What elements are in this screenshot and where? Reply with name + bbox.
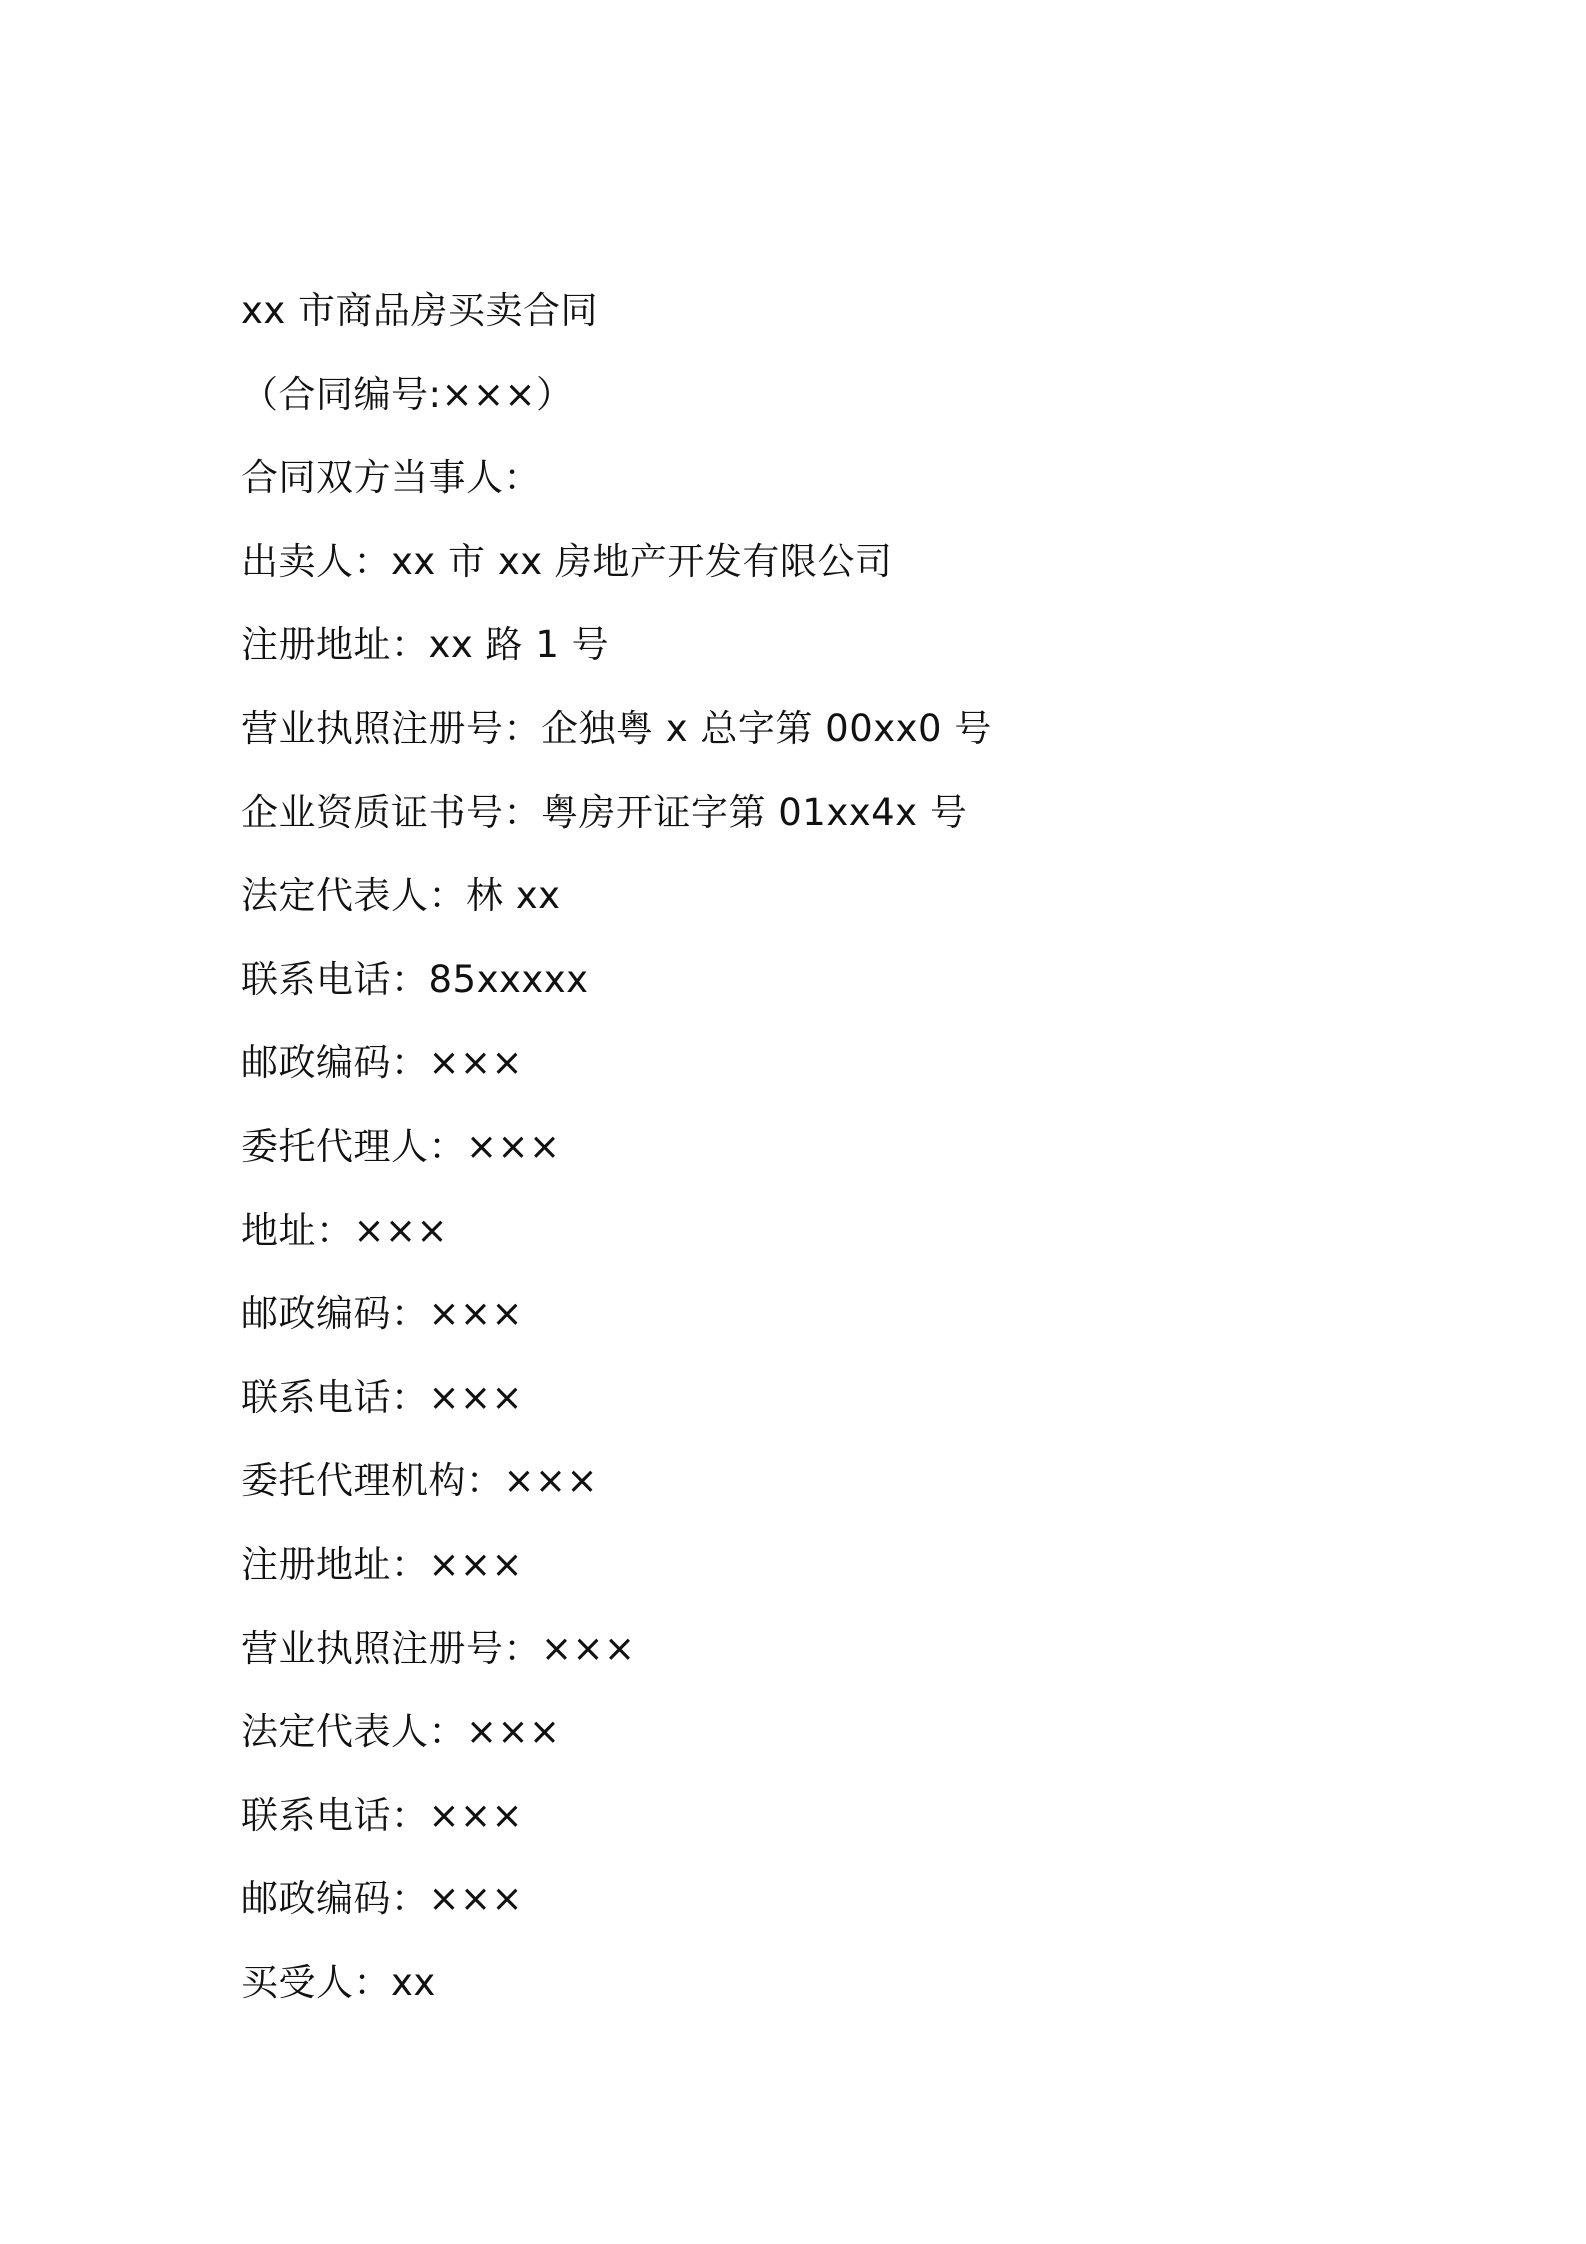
agency-phone: 联系电话：××× bbox=[241, 1793, 524, 1837]
contract-title: xx 市商品房买卖合同 bbox=[241, 289, 599, 332]
agency-postal-code: 邮政编码：××× bbox=[241, 1877, 524, 1921]
parties-heading: 合同双方当事人： bbox=[241, 456, 541, 500]
seller-agent: 委托代理人：××× bbox=[241, 1124, 561, 1168]
contract-text bbox=[241, 283, 1441, 2038]
seller-registered-address: 注册地址：xx 路 1 号 bbox=[241, 623, 610, 667]
seller-qualification-cert: 企业资质证书号：粤房开证字第 01xx4x 号 bbox=[241, 790, 968, 834]
agent-address: 地址：××× bbox=[241, 1208, 449, 1252]
buyer-name: 买受人：xx bbox=[241, 1960, 436, 2004]
seller-name: 出卖人：xx 市 xx 房地产开发有限公司 bbox=[241, 539, 893, 583]
agency-registered-address: 注册地址：××× bbox=[241, 1542, 524, 1586]
agency-legal-rep: 法定代表人：××× bbox=[241, 1710, 561, 1754]
contract-number: （合同编号:×××） bbox=[241, 372, 574, 416]
seller-postal-code: 邮政编码：××× bbox=[241, 1041, 524, 1085]
seller-business-license: 营业执照注册号：企独粤 x 总字第 00xx0 号 bbox=[241, 706, 992, 750]
agency-business-license: 营业执照注册号：××× bbox=[241, 1626, 636, 1670]
agent-postal-code: 邮政编码：××× bbox=[241, 1292, 524, 1336]
seller-phone: 联系电话：85xxxxx bbox=[241, 957, 589, 1001]
agency-name: 委托代理机构：××× bbox=[241, 1459, 599, 1503]
seller-legal-rep: 法定代表人：林 xx bbox=[241, 874, 561, 918]
agent-phone: 联系电话：××× bbox=[241, 1375, 524, 1419]
